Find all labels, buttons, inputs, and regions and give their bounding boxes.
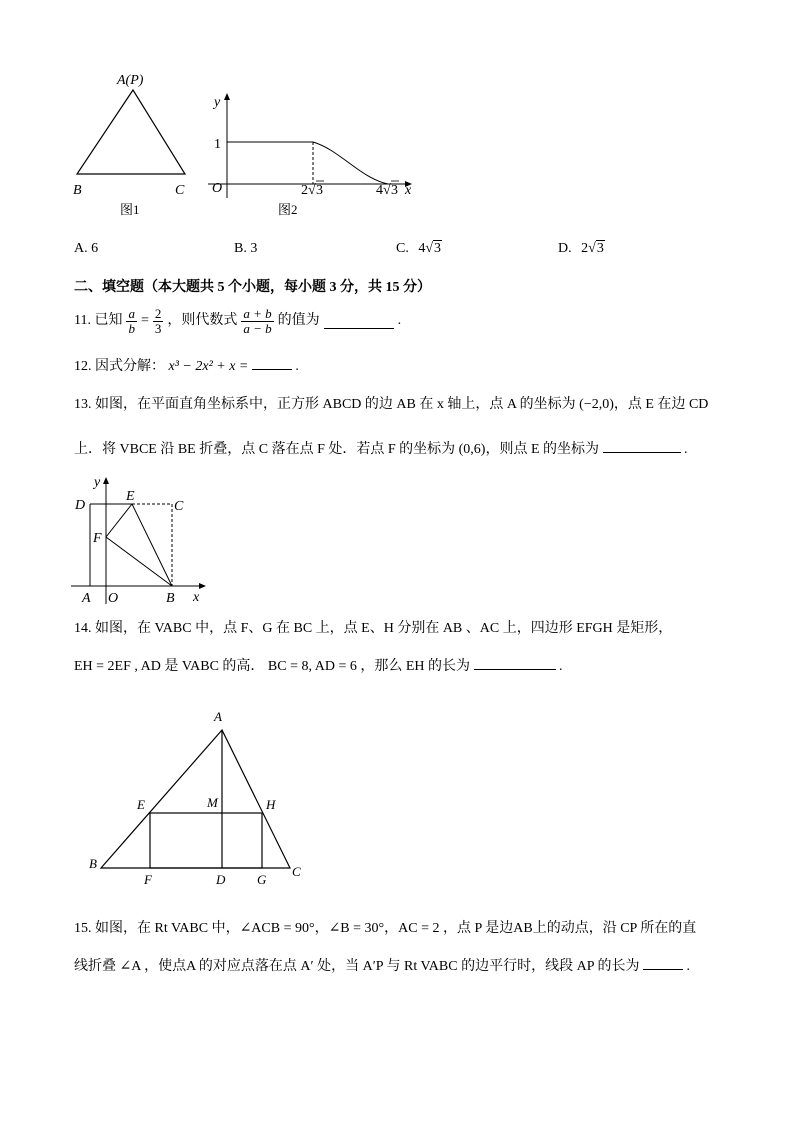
- point-b-label: B: [166, 591, 175, 606]
- option-d[interactable]: [558, 240, 605, 258]
- point-d-label: D: [75, 498, 86, 513]
- y-axis-label: y: [214, 95, 221, 110]
- option-c[interactable]: [396, 240, 442, 258]
- option-a[interactable]: A. 6: [74, 241, 99, 256]
- option-d-label: D.: [558, 241, 572, 256]
- point-m-label: M: [207, 795, 218, 810]
- q15-answer-blank[interactable]: [643, 955, 683, 970]
- x-tick-2-rad: 3: [391, 183, 398, 198]
- x-tick-1-coef: 2: [301, 183, 308, 198]
- question-15-line-2: [74, 955, 690, 976]
- y-tick-1: 1: [214, 137, 221, 152]
- figure-2-caption: 图2: [278, 202, 298, 217]
- option-d-coef: 2: [581, 241, 589, 256]
- q11-suffix: 的值为: [277, 313, 320, 328]
- q13-answer-blank[interactable]: [603, 438, 681, 453]
- y-label: y: [94, 475, 101, 490]
- option-c-coef: 4: [418, 241, 426, 256]
- q12-end: .: [295, 359, 299, 374]
- option-c-sqrt: √3: [425, 241, 442, 256]
- point-b-label: B: [89, 856, 97, 871]
- point-f-label: F: [93, 531, 102, 546]
- section-2-title: 二、填空题（本大题共 5 个小题，每小题 3 分，共 15 分）: [74, 280, 431, 295]
- origin-label: O: [212, 181, 223, 196]
- question-13-line-2: [74, 438, 688, 459]
- q12-expression: x³ − 2x² + x =: [168, 359, 249, 374]
- figure-2: [200, 88, 420, 220]
- q11-end: .: [397, 313, 402, 328]
- rectangle-efgh: [150, 813, 262, 868]
- q14-end: .: [559, 659, 563, 674]
- figure-1: [65, 68, 205, 218]
- q14-answer-blank[interactable]: [474, 655, 556, 670]
- figure-1-caption: 图1: [120, 202, 140, 217]
- q13-line-2-text: 上．将 VBCE 沿 BE 折叠，点 C 落在点 F 处．若点 F 的坐标为 (0,6)，则点 E 的坐标为: [74, 442, 600, 457]
- figure-13: [66, 470, 216, 610]
- point-e-label: E: [137, 797, 145, 812]
- option-c-label: C.: [396, 241, 409, 256]
- segment-eb: [132, 504, 172, 586]
- question-12: [74, 355, 299, 376]
- x-tick-1-rad: 3: [316, 183, 323, 198]
- x-axis-arrow: [199, 583, 206, 589]
- point-d-label: D: [216, 872, 226, 887]
- x-axis-label: x: [405, 183, 412, 198]
- q12-prefix: 12. 因式分解：: [74, 359, 165, 374]
- question-13-line-1: 13. 如图，在平面直角坐标系中，正方形 ABCD 的边 AB 在 x 轴上，点 A 的坐标为 (−2,0)，点 E 在边 CD: [74, 397, 709, 412]
- point-a-label: A: [82, 591, 91, 606]
- q15-line-2-text: 线折叠 ∠A ，使点A 的对应点落在点 A′ 处，当 A′P 与 Rt VABC 的边平行时，线段 AP 的长为: [74, 959, 640, 974]
- y-axis-arrow: [224, 93, 230, 100]
- triangle-abc: [77, 90, 185, 174]
- option-d-sqrt: √3: [588, 241, 604, 256]
- point-e-label: E: [126, 489, 135, 504]
- question-11: [74, 303, 401, 339]
- option-b[interactable]: B. 3: [234, 241, 258, 256]
- q11-middle: ，则代数式: [167, 313, 238, 328]
- q11-answer-blank[interactable]: [324, 314, 394, 329]
- x-tick-2-coef: 4: [376, 183, 383, 198]
- segment-fe: [106, 504, 132, 537]
- vertex-b-label: B: [73, 183, 82, 198]
- vertex-a-label: A(P): [117, 73, 144, 88]
- function-curve: [313, 142, 388, 184]
- point-o-label: O: [108, 591, 119, 606]
- question-14-line-2: [74, 655, 563, 676]
- q14-line-2-text: EH = 2EF , AD 是 VABC 的高． BC = 8, AD = 6 ，那么 EH 的长为: [74, 659, 471, 674]
- q12-answer-blank[interactable]: [252, 355, 292, 370]
- point-h-label: H: [266, 797, 276, 812]
- point-c-label: C: [292, 864, 301, 879]
- point-a-label: A: [214, 709, 222, 724]
- segment-fb: [106, 537, 172, 586]
- q13-end: .: [684, 442, 688, 457]
- question-14-line-1: 14. 如图，在 VABC 中，点 F、G 在 BC 上，点 E、H 分别在 AB 、AC 上，四边形 EFGH 是矩形，: [74, 621, 673, 636]
- q11-expression-fraction: $\frac{a + b}{a - b}$: [243, 305, 272, 336]
- x-label: x: [193, 590, 200, 605]
- q11-fraction-a-b: $\frac{a}{b}$: [128, 305, 135, 336]
- y-axis-arrow: [103, 477, 109, 484]
- point-g-label: G: [257, 872, 267, 887]
- sqrt-symbol-2: √: [383, 183, 391, 198]
- q15-end: .: [686, 959, 690, 974]
- question-15-line-1: 15. 如图，在 Rt VABC 中，∠ACB = 90°，∠B = 30°，AC = 2 ，点 P 是边AB上的动点，沿 CP 所在的直: [74, 921, 697, 936]
- vertex-c-label: C: [175, 183, 185, 198]
- q11-equals: =: [140, 313, 149, 328]
- point-f-label: F: [144, 872, 152, 887]
- point-c-label: C: [174, 499, 184, 514]
- q11-prefix: 11. 已知: [74, 313, 123, 328]
- figure-14: [84, 706, 314, 892]
- sqrt-symbol-1: √: [308, 183, 316, 198]
- q11-fraction-2-3: $\frac{2}{3}$: [154, 305, 162, 336]
